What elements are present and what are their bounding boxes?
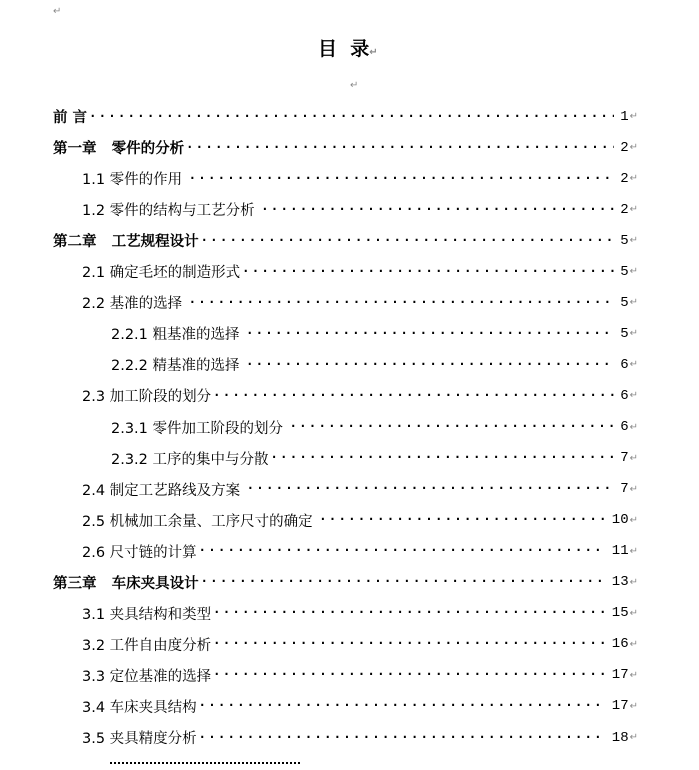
paragraph-mark: ↵	[629, 390, 638, 402]
toc-leader-dots	[201, 575, 606, 589]
toc-leader-dots	[199, 699, 606, 713]
toc-entry[interactable]	[111, 412, 638, 443]
toc-entry-page: 11	[611, 543, 629, 560]
toc-leader-dots	[213, 606, 606, 620]
paragraph-mark: ↵	[629, 111, 638, 122]
toc-entry-page: 6	[620, 387, 629, 404]
toc-entry[interactable]	[82, 194, 638, 225]
toc-entry[interactable]	[82, 598, 638, 629]
toc-entry-label: 前 言	[53, 110, 88, 126]
toc-entry[interactable]	[53, 225, 638, 256]
toc-entry-page: 13	[611, 574, 629, 591]
toc-entry-page: 2	[620, 201, 629, 218]
toc-leader-dots	[213, 637, 606, 651]
toc-entry-label: 2.3.1 零件加工阶段的划分	[111, 420, 288, 437]
toc-entry-label: 3.3 定位基准的选择	[82, 668, 212, 685]
paragraph-mark: ↵	[629, 359, 638, 371]
toc-leader-dots	[213, 389, 614, 403]
paragraph-mark: ↵	[629, 421, 638, 433]
toc-entry-page: 7	[620, 450, 629, 467]
paragraph-mark: ↵	[629, 638, 638, 650]
toc-leader-dots	[271, 451, 615, 465]
toc-entry-label: 第一章 零件的分析	[53, 141, 185, 158]
paragraph-mark: ↵	[629, 514, 638, 526]
paragraph-mark: ↵	[350, 80, 359, 91]
toc-entry-page: 6	[620, 356, 629, 373]
toc-entry[interactable]	[111, 318, 638, 349]
toc-entry[interactable]	[111, 349, 638, 380]
toc-entry-label: 2.4 制定工艺路线及方案	[82, 482, 245, 499]
paragraph-mark: ↵	[629, 235, 638, 247]
toc-entry-label: 2.5 机械加工余量、工序尺寸的确定	[82, 513, 318, 530]
paragraph-mark: ↵	[629, 173, 638, 185]
toc-entry-label: 2.3.2 工序的集中与分散	[111, 451, 269, 468]
toc-entry-page: 2	[620, 139, 629, 156]
toc-entry-page: 5	[620, 263, 629, 280]
toc-entry-page: 10	[611, 512, 629, 529]
toc-entry-label: 3.1 夹具结构和类型	[82, 606, 212, 623]
toc-entry-page: 16	[611, 636, 629, 653]
paragraph-mark: ↵	[369, 47, 378, 58]
toc-entry-page: 5	[620, 294, 629, 311]
toc-entry-label: 2.2 基准的选择	[82, 296, 187, 313]
toc-entry-label: 第二章 工艺规程设计	[53, 234, 199, 251]
paragraph-mark: ↵	[53, 6, 62, 17]
toc-title-text: 目 录	[318, 38, 370, 60]
toc-entry[interactable]	[53, 132, 638, 163]
toc-entry-page: 17	[611, 698, 629, 715]
toc-leader-dots	[247, 482, 614, 496]
toc-entry-page: 18	[611, 729, 629, 746]
toc-entry-page: 17	[611, 667, 629, 684]
toc-entry-label: 2.2.1 粗基准的选择	[111, 327, 245, 344]
toc-entry[interactable]	[82, 287, 638, 318]
toc-entry-page: 1	[620, 108, 629, 125]
toc-entry[interactable]	[111, 443, 638, 474]
toc-leader-dots	[189, 172, 614, 186]
toc-leader-dots	[261, 203, 614, 217]
toc-leader-dots	[199, 544, 606, 558]
paragraph-mark: ↵	[629, 732, 638, 743]
paragraph-mark: ↵	[629, 483, 638, 495]
toc-entry[interactable]	[53, 101, 638, 132]
toc-entry[interactable]	[82, 474, 638, 505]
paragraph-mark: ↵	[629, 576, 638, 588]
paragraph-mark: ↵	[629, 607, 638, 619]
toc-entry[interactable]	[82, 163, 638, 194]
toc-entry[interactable]	[82, 380, 638, 411]
toc-entry-label: 第三章 车床夹具设计	[53, 575, 199, 592]
toc-entry[interactable]	[82, 536, 638, 567]
paragraph-mark: ↵	[629, 700, 638, 712]
toc-leader-dots	[246, 327, 614, 341]
toc-leader-dots	[186, 141, 614, 155]
toc-entry[interactable]	[82, 629, 638, 660]
toc-entry[interactable]	[82, 660, 638, 691]
paragraph-mark: ↵	[629, 204, 638, 216]
toc-entry-clipped	[110, 756, 300, 770]
toc-entry-label: 3.5 夹具精度分析	[82, 731, 197, 747]
toc-entry-page: 15	[611, 605, 629, 622]
paragraph-mark: ↵	[629, 328, 638, 340]
toc-entry-label: 2.1 确定毛坯的制造形式	[82, 265, 241, 282]
paragraph-mark: ↵	[629, 545, 638, 557]
toc-title	[318, 34, 378, 61]
toc-entry-label: 2.3 加工阶段的划分	[82, 389, 212, 406]
toc-leader-dots	[246, 358, 614, 372]
paragraph-mark: ↵	[629, 142, 638, 154]
toc-leader-dots	[201, 234, 615, 248]
toc-entry[interactable]	[82, 691, 638, 722]
toc-leader-dots	[242, 265, 614, 279]
paragraph-mark: ↵	[629, 297, 638, 309]
toc-leader-dots	[319, 513, 606, 527]
toc-entry-label: 3.2 工件自由度分析	[82, 637, 212, 654]
toc-entry-label: 1.1 零件的作用	[82, 172, 187, 189]
toc-entry-page: 5	[620, 232, 629, 249]
toc-leader-dots	[89, 110, 614, 124]
toc-entry-page: 6	[620, 419, 629, 435]
toc-entry-label: 3.4 车床夹具结构	[82, 699, 197, 716]
toc-entry-page: 5	[620, 325, 629, 342]
paragraph-mark: ↵	[629, 452, 638, 464]
toc-leader-dots	[199, 731, 606, 745]
toc-entry[interactable]	[82, 722, 638, 753]
toc-leader-dots	[189, 296, 614, 310]
toc-entry-page: 2	[620, 170, 629, 187]
toc-entry[interactable]	[53, 567, 638, 598]
toc-entry-label: 2.6 尺寸链的计算	[82, 544, 197, 561]
paragraph-mark: ↵	[629, 669, 638, 681]
toc-entry-label: 2.2.2 精基准的选择	[111, 358, 245, 375]
toc-leader-dots	[290, 420, 615, 434]
toc-entry-label: 1.2 零件的结构与工艺分析	[82, 203, 260, 220]
toc-entry-page: 7	[620, 481, 629, 498]
paragraph-mark: ↵	[629, 266, 638, 278]
toc-leader-dots	[213, 668, 606, 682]
toc-entry[interactable]	[82, 505, 638, 536]
toc-entry[interactable]	[82, 256, 638, 287]
